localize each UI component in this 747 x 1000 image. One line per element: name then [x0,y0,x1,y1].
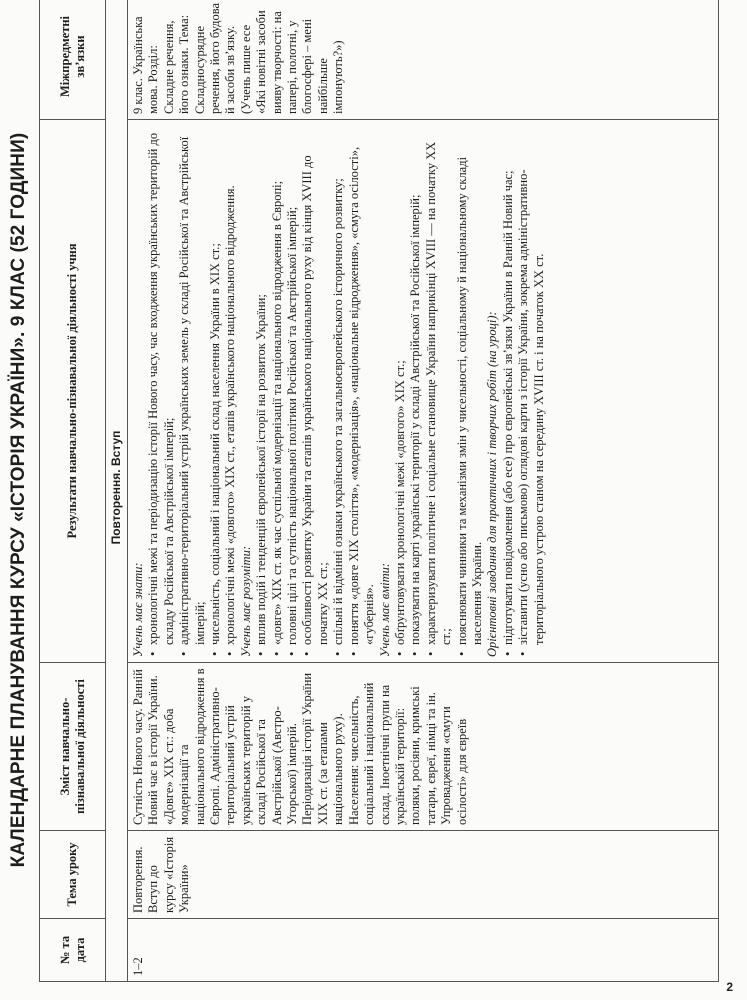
page-title: КАЛЕНДАРНЕ ПЛАНУВАННЯ КУРСУ «ІСТОРІЯ УКРАЇНИ». 9 КЛАС (52 ГОДИНИ) [8,132,29,868]
understand-heading: Учень має розуміти: [238,546,253,657]
list-item: • особливості розвитку України та етапів українського національного руху від кінця XVIII до початку XX ст.; [300,125,331,657]
header-topic: Тема уроку [40,831,106,919]
know-list [146,125,238,657]
able-list [393,125,485,657]
cell-results [128,120,719,663]
understand-list [254,125,377,657]
list-item: • головні цілі та сутність національної політики Російської та Австрійської імперій; [285,125,300,657]
list-item: • пояснювати чинники та механізми змін у чисельності, соціальному й національному складі населення України. [455,125,486,657]
table-row [128,0,719,982]
list-item: • обґрунтовувати хронологічні межі «довгого» XIX ст.; [393,125,408,657]
list-item: • чисельність, соціальний і національний склад населення України в XIX ст.; [208,125,223,657]
header-links: Міжпредметні зв’язки [40,0,106,120]
list-item: • показувати на карті українські території у складі Австрійської та Російської імперій; [408,125,423,657]
list-item: • спільні й відмінні ознаки українського та загальноєвропейського історичного розвитку; [331,125,346,657]
page-number: 2 [726,980,733,994]
list-item: • хронологічні межі та періодизацію історії Нового часу, час входження українських територій до складу Російської та Австрійської імперій; [146,125,177,657]
list-item: • адміністративно-територіальний устрій українських земель у складі Російської та Австрійської імперій; [177,125,208,657]
header-results: Результати навчально-пізнавальної діяльності учня [40,120,106,663]
cell-content: Сутність Нового часу. Ранній Новий час в історії України. «Довге» XIX ст.: доба модернізації та національного відродження в Європі. Адміністративно-територіальний устрій українських територій у складі Російської та Австрійської (Австро-Угорської) імперій. Періодизація історії України XIX ст. (за етапами національного руху). Населення: чисельність, соціальний і національний склад. Іноетнічні групи на українській території: поляки, росіяни, кримські татари, євреї, німці та ін. Упровадження «смуги осілості» для євреїв [128,663,719,831]
tasks-heading: Орієнтовні завдання для практичних і творчих робіт (на уроці): [485,311,500,657]
able-heading: Учень має вміти: [377,562,392,657]
cell-num: 1–2 [128,919,719,982]
list-item: • вплив подій і тенденцій європейської історії на розвиток України; [254,125,269,657]
list-item: • хронологічні межі «довгого» XIX ст., етапів українського національного відродження. [223,125,238,657]
cell-topic: Повторення. Вступ до курсу «Історія України» [128,831,719,919]
list-item: • характеризувати політичне і соціальне становище України наприкінці XVIII — на початку XX ст.; [424,125,455,657]
list-item: • поняття «довге XIX століття», «модернізація», «національне відродження», «смуга осілості», «губернія». [347,125,378,657]
know-heading: Учень має знати: [131,562,145,657]
list-item: • зіставити (усно або письмово) оглядові карти з історії України, зокрема адміністративно-територіального устрою станом на середину XVIII ст. і на початок XX ст. [516,125,547,657]
planning-table [39,0,719,982]
section-title: Повторення. Вступ [106,0,128,982]
list-item: • «довге» XIX ст. як час суспільної модернізації та національного відродження в Європі; [270,125,285,657]
table-header-row [40,0,106,982]
list-item: • підготувати повідомлення (або есе) про європейські зв’язки України в Ранній Новий час; [501,125,516,657]
header-num-date: № та дата [40,919,106,982]
section-row [106,0,128,982]
header-content: Зміст навчально-пізнавальної діяльності [40,663,106,831]
tasks-list [501,125,547,657]
cell-links: 9 клас. Українська мова. Розділ: Складне речення, його ознаки. Тема: Складносурядне речення, його будова й засоби зв’язку. (Учень пише есе «Які новітні засоби вияву творчості: на папері, полотні, у блогосфері – мені найбільше імпонують?») [128,0,719,120]
